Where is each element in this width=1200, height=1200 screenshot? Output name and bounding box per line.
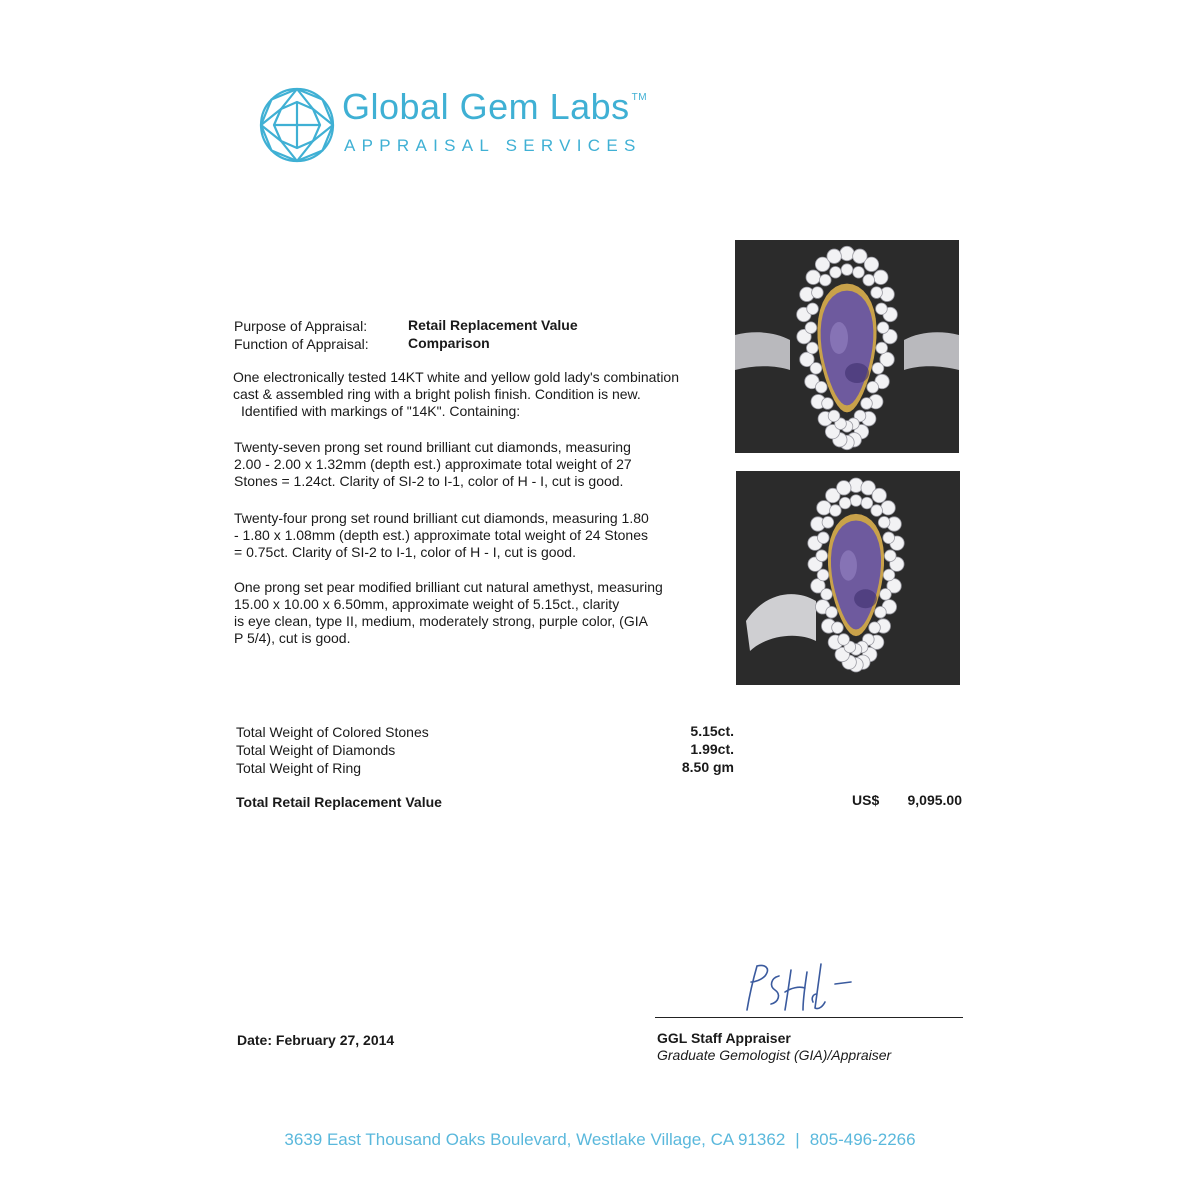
stone-description-line: One prong set pear modified brilliant cut natural amethyst, measuring bbox=[234, 579, 663, 595]
description-line: cast & assembled ring with a bright polish finish. Condition is new. bbox=[233, 386, 641, 402]
stone-description-line: Stones = 1.24ct. Clarity of SI-2 to I-1, color of H - I, cut is good. bbox=[234, 473, 624, 489]
ring-photo-top bbox=[735, 240, 959, 453]
signature-line bbox=[655, 1017, 963, 1018]
purpose-value: Retail Replacement Value bbox=[408, 317, 578, 333]
stone-description-line: 15.00 x 10.00 x 6.50mm, approximate weight of 5.15ct., clarity bbox=[234, 596, 620, 612]
ring-top-view-image bbox=[735, 240, 959, 453]
retail-currency: US$ bbox=[852, 792, 880, 808]
footer-phone: 805-496-2266 bbox=[809, 1130, 916, 1149]
footer-address: 3639 East Thousand Oaks Boulevard, Westlake Village, CA 91362 bbox=[284, 1130, 786, 1149]
description-line: One electronically tested 14KT white and yellow gold lady's combination bbox=[233, 369, 679, 385]
appraiser-name: GGL Staff Appraiser bbox=[657, 1030, 791, 1046]
total-label: Total Weight of Diamonds bbox=[236, 742, 396, 758]
function-label: Function of Appraisal: bbox=[234, 336, 369, 352]
brand-name: Global Gem Labs ™ bbox=[342, 86, 648, 127]
stone-description-line: P 5/4), cut is good. bbox=[234, 630, 351, 646]
appraiser-title: Graduate Gemologist (GIA)/Appraiser bbox=[657, 1047, 892, 1063]
stone-description-line: - 1.80 x 1.08mm (depth est.) approximate total weight of 24 Stones bbox=[234, 527, 648, 543]
stone-description-line: = 0.75ct. Clarity of SI-2 to I-1, color of H - I, cut is good. bbox=[234, 544, 576, 560]
ring-angle-view-image bbox=[736, 471, 960, 685]
total-value: 8.50 gm bbox=[681, 759, 734, 775]
appraiser-signature bbox=[735, 958, 865, 1016]
description-line: Identified with markings of "14K". Containing: bbox=[241, 403, 521, 419]
stone-description-line: Twenty-seven prong set round brilliant cut diamonds, measuring bbox=[234, 439, 631, 455]
stone-description-line: Twenty-four prong set round brilliant cut diamonds, measuring 1.80 bbox=[234, 510, 649, 526]
ring-photo-angle bbox=[736, 471, 960, 685]
stone-description-line: 2.00 - 2.00 x 1.32mm (depth est.) approximate total weight of 27 bbox=[234, 456, 632, 472]
retail-amount: 9,095.00 bbox=[907, 792, 962, 808]
total-value: 1.99ct. bbox=[690, 741, 734, 757]
footer-contact bbox=[0, 1130, 1200, 1150]
stone-description-line: is eye clean, type II, medium, moderately strong, purple color, (GIA bbox=[234, 613, 648, 629]
total-value: 5.15ct. bbox=[690, 723, 734, 739]
brand-subtitle: APPRAISAL SERVICES bbox=[344, 136, 642, 155]
footer-separator: | bbox=[795, 1130, 800, 1149]
purpose-label: Purpose of Appraisal: bbox=[234, 318, 368, 334]
retail-value-label: Total Retail Replacement Value bbox=[236, 794, 442, 810]
total-label: Total Weight of Colored Stones bbox=[236, 724, 429, 740]
diamond-logo-icon bbox=[258, 86, 336, 164]
trademark-mark: TM bbox=[631, 92, 648, 103]
function-value: Comparison bbox=[408, 335, 490, 351]
appraisal-date: Date: February 27, 2014 bbox=[237, 1032, 395, 1048]
total-label: Total Weight of Ring bbox=[236, 760, 362, 776]
